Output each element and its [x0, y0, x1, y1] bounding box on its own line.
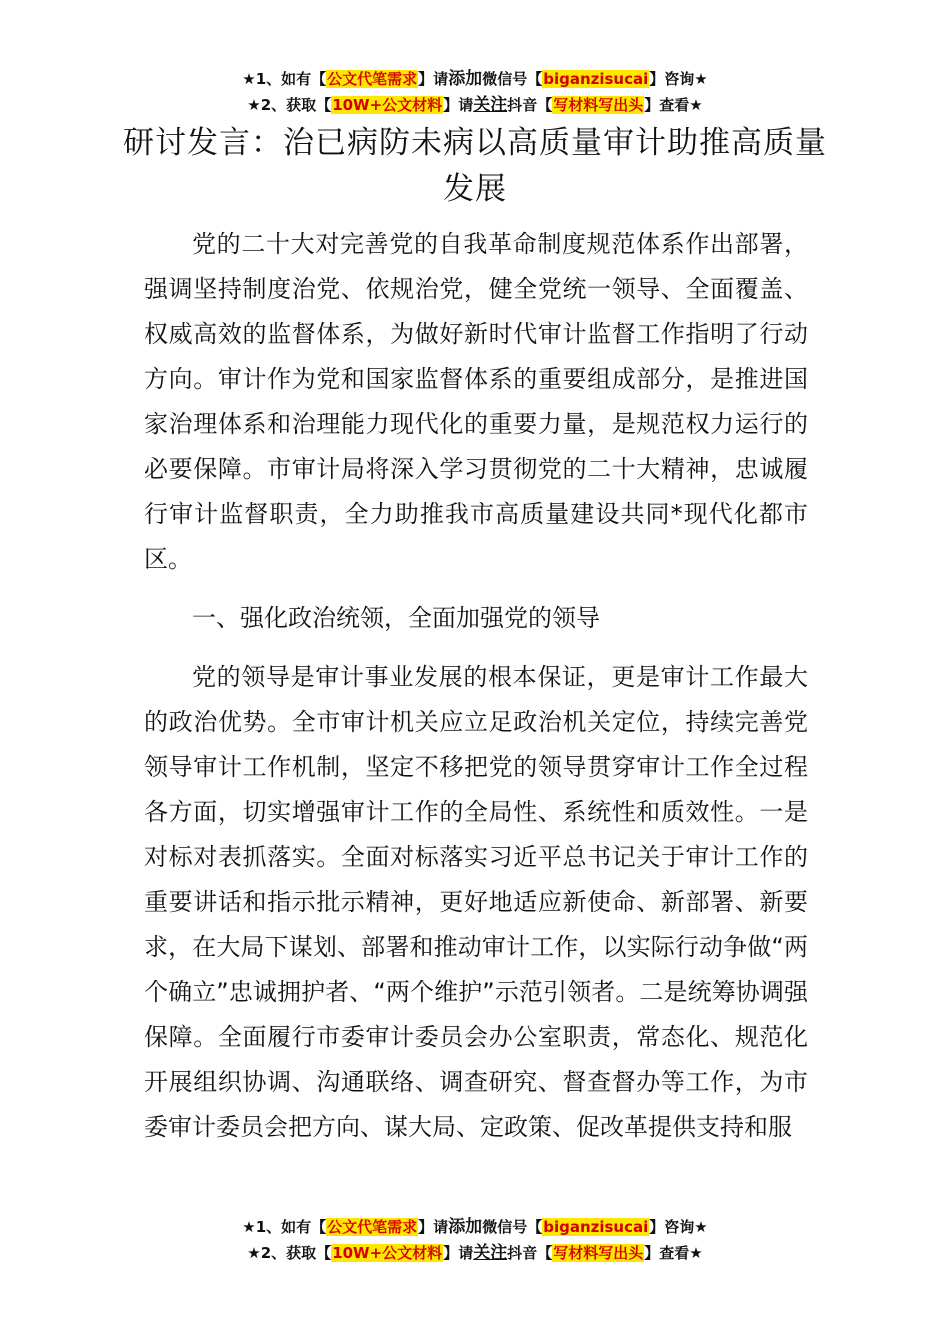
promo-text: 微信号【 — [482, 1218, 543, 1236]
paragraph: 党的二十大对完善党的自我革命制度规范体系作出部署，强调坚持制度治党、依规治党，健全党统一领导、全面覆盖、权威高效的监督体系，为做好新时代审计监督工作指明了行动方向。审计作为党和国家监督体系的重要组成部分，是推进国家治理体系和治理能力现代化的重要力量，是规范权力运行的必要保障。市审计局将深入学习贯彻党的二十大精神，忠诚履行审计监督职责，全力助推我市高质量建设共同*现代化都市区。 — [144, 230, 808, 573]
promo-text: 】查看★ — [644, 96, 703, 114]
highlight-label: 10W+公文材料 — [332, 1244, 443, 1262]
promo-strong-text: 添加 — [448, 69, 483, 89]
document-title: 研讨发言：治已病防未病以高质量审计助推高质量发展 — [123, 125, 827, 207]
promo-text: 】查看★ — [644, 1244, 703, 1262]
promo-text: ★2、获取【 — [247, 96, 332, 114]
promo-text: ★1、如有【 — [242, 70, 327, 88]
promo-text: ★2、获取【 — [247, 1244, 332, 1262]
promo-strong-text: 关注 — [473, 1243, 508, 1263]
promo-strong-text: 关注 — [473, 95, 508, 115]
promo-text: 】请 — [443, 96, 474, 114]
promo-line-1 — [0, 1214, 950, 1240]
promo-banner-bottom — [0, 1214, 950, 1266]
promo-text: 】请 — [443, 1244, 474, 1262]
highlight-label: 公文代笔需求 — [327, 70, 418, 88]
promo-text: ★1、如有【 — [242, 1218, 327, 1236]
section-heading: 一、强化政治统领，全面加强党的领导 — [192, 604, 600, 632]
promo-text: 抖音【 — [507, 1244, 553, 1262]
douyin-id: 写材料写出头 — [553, 1244, 644, 1262]
wechat-id: biganzisucai — [543, 70, 649, 88]
douyin-id: 写材料写出头 — [553, 96, 644, 114]
highlight-label: 10W+公文材料 — [332, 96, 443, 114]
highlight-label: 公文代笔需求 — [327, 1218, 418, 1236]
paragraph: 党的领导是审计事业发展的根本保证，更是审计工作最大的政治优势。全市审计机关应立足政治机关定位，持续完善党领导审计工作机制，坚定不移把党的领导贯穿审计工作全过程各方面，切实增强审计工作的全局性、系统性和质效性。一是对标对表抓落实。全面对标落实习近平总书记关于审计工作的重要讲话和指示批示精神，更好地适应新使命、新部署、新要求，在大局下谋划、部署和推动审计工作，以实际行动争做“两个确立”忠诚拥护者、“两个维护”示范引领者。二是统筹协调强保障。全面履行市委审计委员会办公室职责，常态化、规范化开展组织协调、沟通联络、调查研究、督查督办等工作，为市委审计委员会把方向、谋大局、定政策、促改革提供支持和服 — [144, 663, 808, 1141]
promo-strong-text: 添加 — [448, 1217, 483, 1237]
wechat-id: biganzisucai — [543, 1218, 649, 1236]
promo-text: 】请 — [418, 1218, 449, 1236]
promo-line-2 — [0, 1240, 950, 1266]
promo-text: 】咨询★ — [649, 70, 708, 88]
promo-text: 微信号【 — [482, 70, 543, 88]
promo-text: 抖音【 — [507, 96, 553, 114]
promo-line-1 — [0, 66, 950, 92]
document-body — [144, 222, 808, 1150]
promo-text: 】请 — [418, 70, 449, 88]
promo-banner-top — [0, 66, 950, 118]
promo-text: 】咨询★ — [649, 1218, 708, 1236]
promo-line-2 — [0, 92, 950, 118]
